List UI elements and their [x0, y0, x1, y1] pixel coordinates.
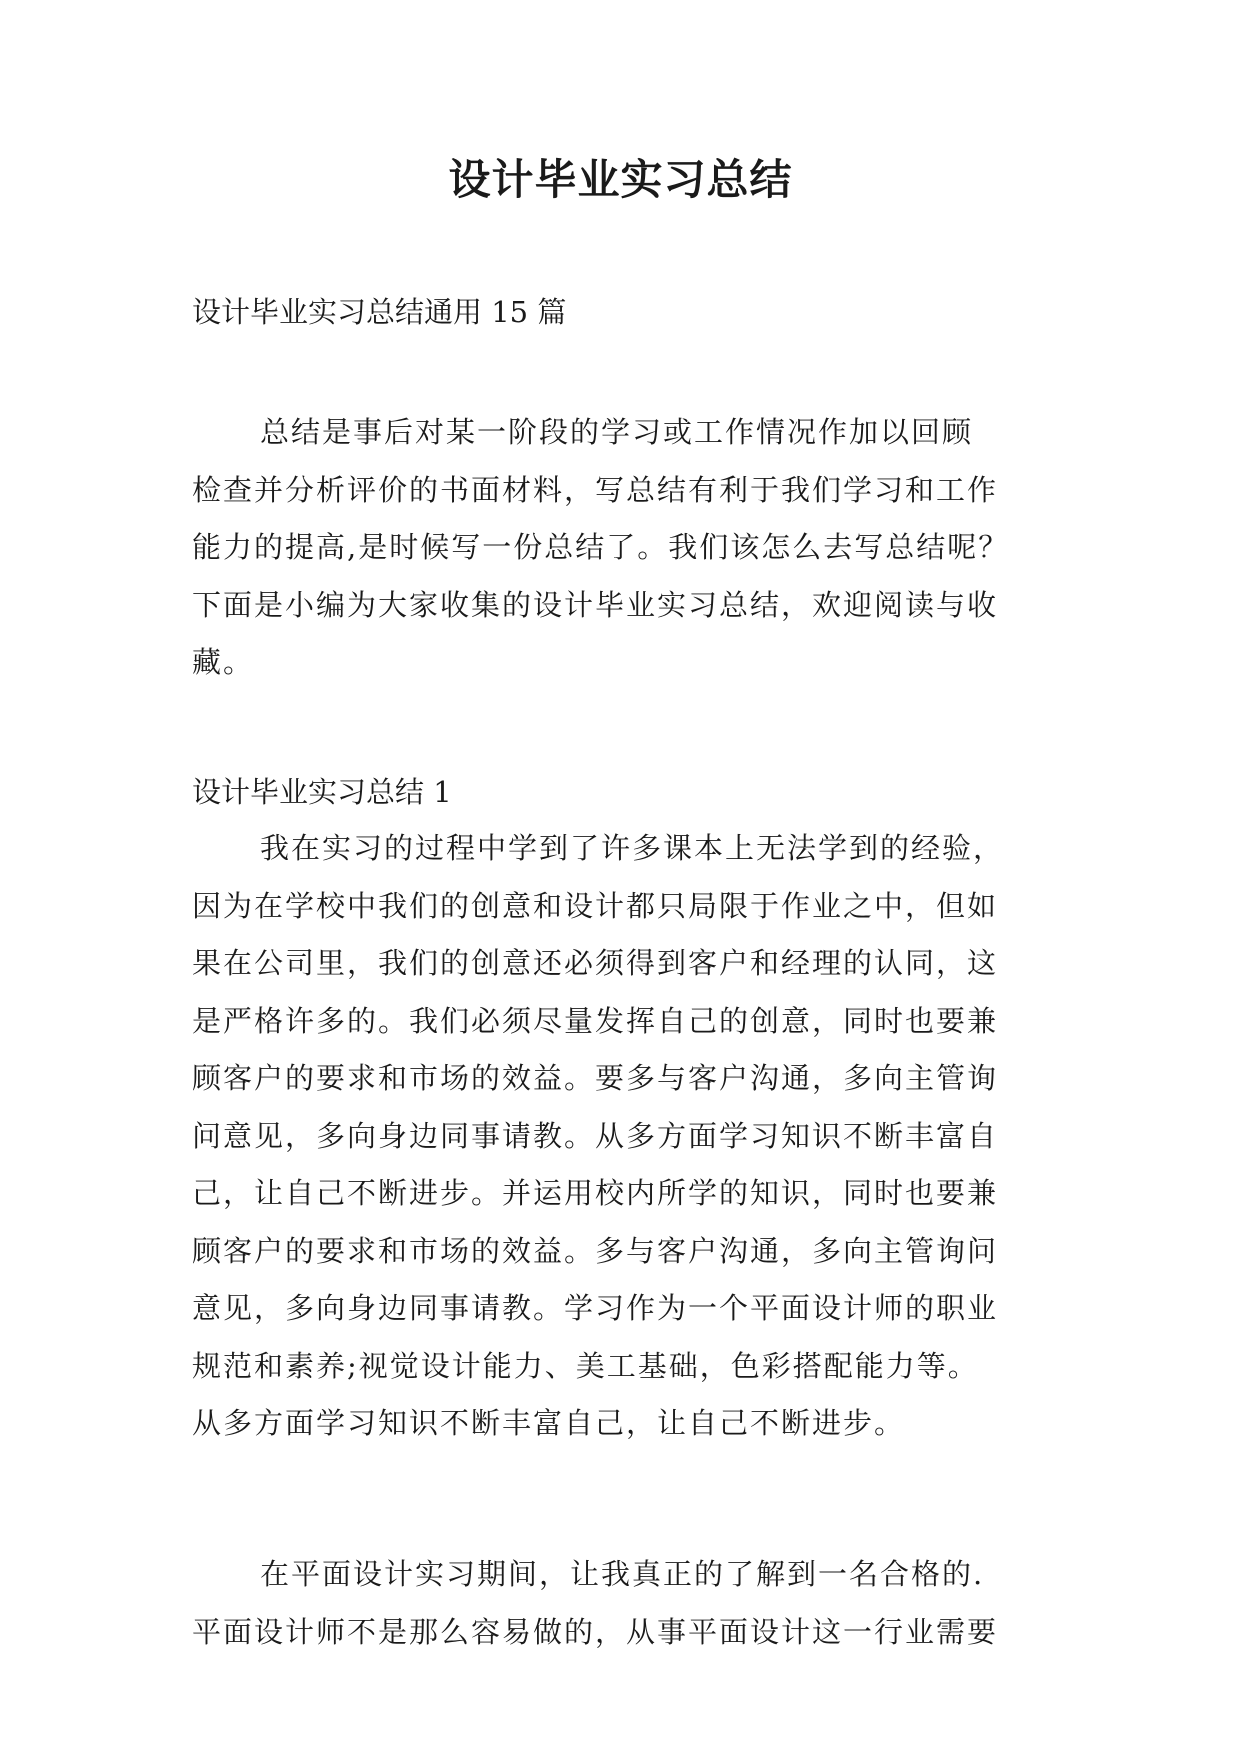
intro-line: 下面是小编为大家收集的设计毕业实习总结，欢迎阅读与收	[192, 587, 999, 622]
paragraph-line: 平面设计师不是那么容易做的，从事平面设计这一行业需要	[192, 1614, 999, 1649]
paragraph-line: 是严格许多的。我们必须尽量发挥自己的创意，同时也要兼	[192, 1003, 999, 1038]
paragraph-line: 顾客户的要求和市场的效益。要多与客户沟通，多向主管询	[192, 1061, 999, 1095]
section1-paragraph-1	[192, 820, 1052, 1453]
paragraph-line: 从多方面学习知识不断丰富自己，让自己不断进步。	[192, 1406, 906, 1440]
document-subtitle: 设计毕业实习总结通用 15 篇	[192, 295, 567, 329]
intro-line: 总结是事后对某一阶段的学习或工作情况作加以回顾	[260, 415, 974, 449]
section-heading: 设计毕业实习总结 1	[192, 775, 452, 809]
paragraph-line: 因为在学校中我们的创意和设计都只局限于作业之中，但如	[192, 888, 999, 923]
paragraph-line: 我在实习的过程中学到了许多课本上无法学到的经验，	[260, 831, 1005, 865]
paragraph-line: 己，让自己不断进步。并运用校内所学的知识，同时也要兼	[192, 1176, 999, 1210]
intro-line: 检查并分析评价的书面材料，写总结有利于我们学习和工作	[192, 472, 999, 507]
intro-line: 藏。	[192, 645, 255, 679]
section1-paragraph-2	[192, 1546, 1052, 1661]
paragraph-line: 规范和素养;视觉设计能力、美工基础，色彩搭配能力等。	[192, 1348, 979, 1383]
document-title: 设计毕业实习总结	[448, 155, 793, 204]
paragraph-line: 顾客户的要求和市场的效益。多与客户沟通，多向主管询问	[192, 1233, 999, 1268]
intro-paragraph	[192, 404, 1052, 692]
paragraph-line: 在平面设计实习期间，让我真正的了解到一名合格的.	[260, 1557, 985, 1591]
paragraph-line: 意见，多向身边同事请教。学习作为一个平面设计师的职业	[192, 1291, 999, 1325]
intro-line: 能力的提高,是时候写一份总结了。我们该怎么去写总结呢？	[192, 530, 1010, 564]
paragraph-line: 果在公司里，我们的创意还必须得到客户和经理的认同，这	[192, 946, 999, 980]
paragraph-line: 问意见，多向身边同事请教。从多方面学习知识不断丰富自	[192, 1118, 999, 1153]
